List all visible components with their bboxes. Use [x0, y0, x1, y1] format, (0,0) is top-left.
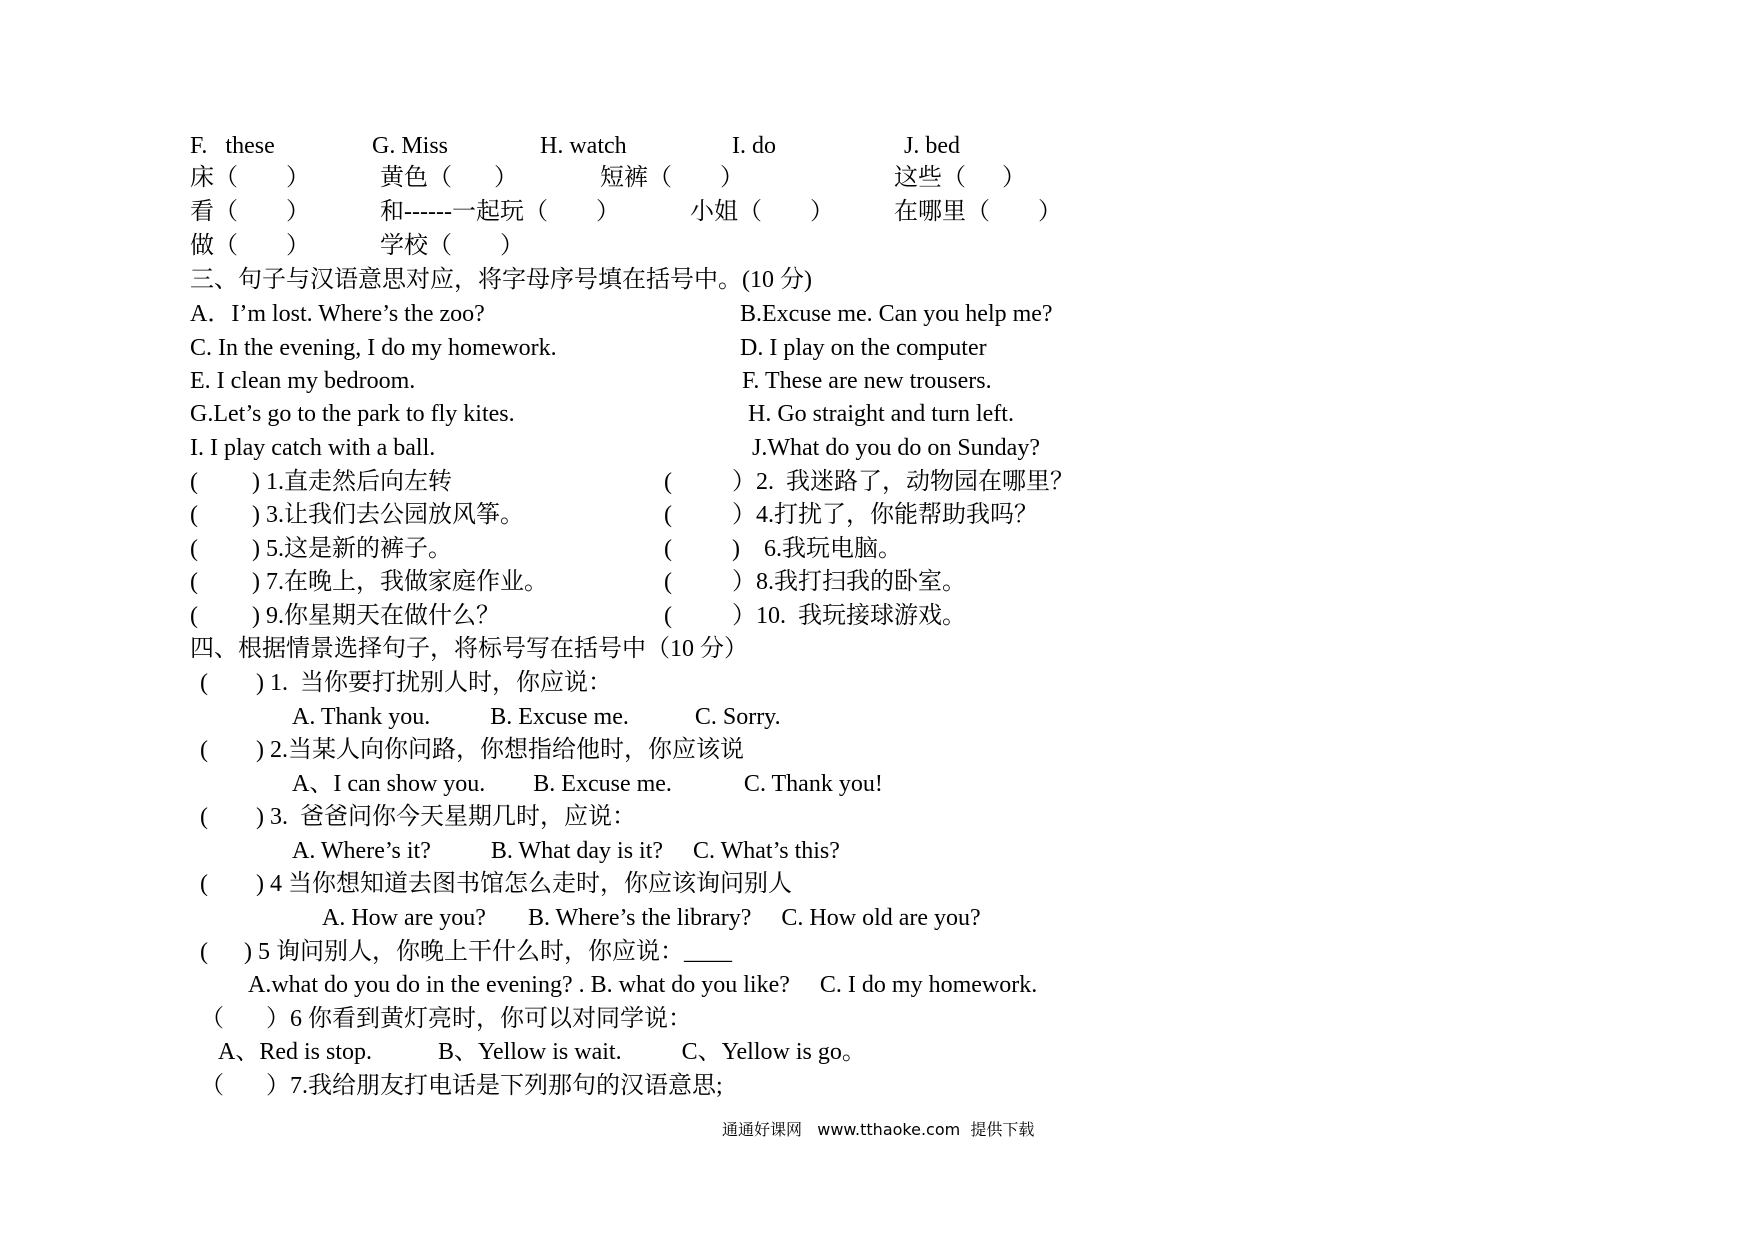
- question-1-options: A. Thank you. B. Excuse me. C. Sorry.: [292, 704, 781, 730]
- blank-shorts: 短裤（ ）: [600, 165, 744, 191]
- question-5-blank: ____: [683, 939, 732, 965]
- option-c: C. In the evening, I do my homework.: [190, 335, 557, 361]
- question-2: ( ) 2.当某人向你问路，你想指给他时，你应该说: [200, 737, 744, 763]
- option-d: D. I play on the computer: [740, 335, 987, 361]
- word-i: I. do: [732, 133, 776, 159]
- option-e: E. I clean my bedroom.: [190, 368, 416, 394]
- question-7: （ ）7.我给朋友打电话是下列那句的汉语意思;: [200, 1073, 723, 1099]
- word-f: F. these: [190, 133, 275, 159]
- blank-yellow: 黄色（ ）: [380, 165, 518, 191]
- blank-school: 学校（ ）: [380, 233, 524, 259]
- blank-do: 做（ ）: [190, 233, 310, 259]
- option-b: B.Excuse me. Can you help me?: [740, 301, 1053, 327]
- blank-bed: 床（ ）: [190, 165, 310, 191]
- question-4: ( ) 4 当你想知道去图书馆怎么走时，你应该询问别人: [200, 871, 792, 897]
- question-2-options: A、I can show you. B. Excuse me. C. Thank you!: [292, 771, 883, 797]
- word-j: J. bed: [904, 133, 960, 159]
- question-3: ( ) 3. 爸爸问你今天星期几时，应说：: [200, 804, 636, 830]
- match-9: ( ) 9.你星期天在做什么？: [190, 603, 500, 629]
- blank-these: 这些（ ）: [894, 165, 1026, 191]
- question-6-options: A、Red is stop. B、Yellow is wait. C、Yellow is go。: [218, 1039, 866, 1065]
- option-i: I. I play catch with a ball.: [190, 435, 436, 461]
- question-6: （ ）6 你看到黄灯亮时，你可以对同学说：: [200, 1006, 692, 1032]
- blank-play-with: 和------一起玩（ ）: [380, 199, 620, 225]
- match-6: ( ) 6.我玩电脑。: [664, 536, 902, 562]
- question-3-options: A. Where’s it? B. What day is it? C. What’s this?: [292, 838, 840, 864]
- blank-watch: 看（ ）: [190, 199, 310, 225]
- match-5: ( ) 5.这是新的裤子。: [190, 536, 452, 562]
- option-a: A．I’m lost. Where’s the zoo?: [190, 301, 485, 327]
- option-j: J.What do you do on Sunday?: [752, 435, 1040, 461]
- section3-heading: 三、句子与汉语意思对应，将字母序号填在括号中。(10 分): [190, 267, 812, 293]
- match-7: ( ) 7.在晚上，我做家庭作业。: [190, 569, 548, 595]
- question-5-text: ( ) 5 询问别人，你晚上干什么时，你应说：: [200, 939, 684, 965]
- match-10: ( ）10. 我玩接球游戏。: [664, 603, 966, 629]
- blank-where: 在哪里（ ）: [894, 199, 1062, 225]
- match-8: ( ）8.我打扫我的卧室。: [664, 569, 966, 595]
- match-2: ( ）2. 我迷路了，动物园在哪里？: [664, 469, 1074, 495]
- blank-miss: 小姐（ ）: [690, 199, 834, 225]
- match-3: ( ) 3.让我们去公园放风筝。: [190, 502, 524, 528]
- footer-credit: 通通好课网 www.tthaoke.com 提供下载: [722, 1120, 1035, 1139]
- question-5-options: A.what do you do in the evening? . B. what do you like? C. I do my homework.: [248, 972, 1038, 998]
- option-f: F. These are new trousers.: [742, 368, 992, 394]
- match-4: ( ）4.打扰了，你能帮助我吗？: [664, 502, 1038, 528]
- question-5: [200, 937, 732, 967]
- match-1: ( ) 1.直走然后向左转: [190, 469, 452, 495]
- section4-heading: 四、根据情景选择句子，将标号写在括号中（10 分）: [190, 636, 748, 662]
- option-g: G.Let’s go to the park to fly kites.: [190, 401, 515, 427]
- question-1: ( ) 1. 当你要打扰别人时，你应说：: [200, 670, 612, 696]
- word-g: G. Miss: [372, 133, 449, 159]
- option-h: H. Go straight and turn left.: [748, 401, 1014, 427]
- word-h: H. watch: [540, 133, 627, 159]
- question-4-options: A. How are you? B. Where’s the library? C. How old are you?: [322, 905, 981, 931]
